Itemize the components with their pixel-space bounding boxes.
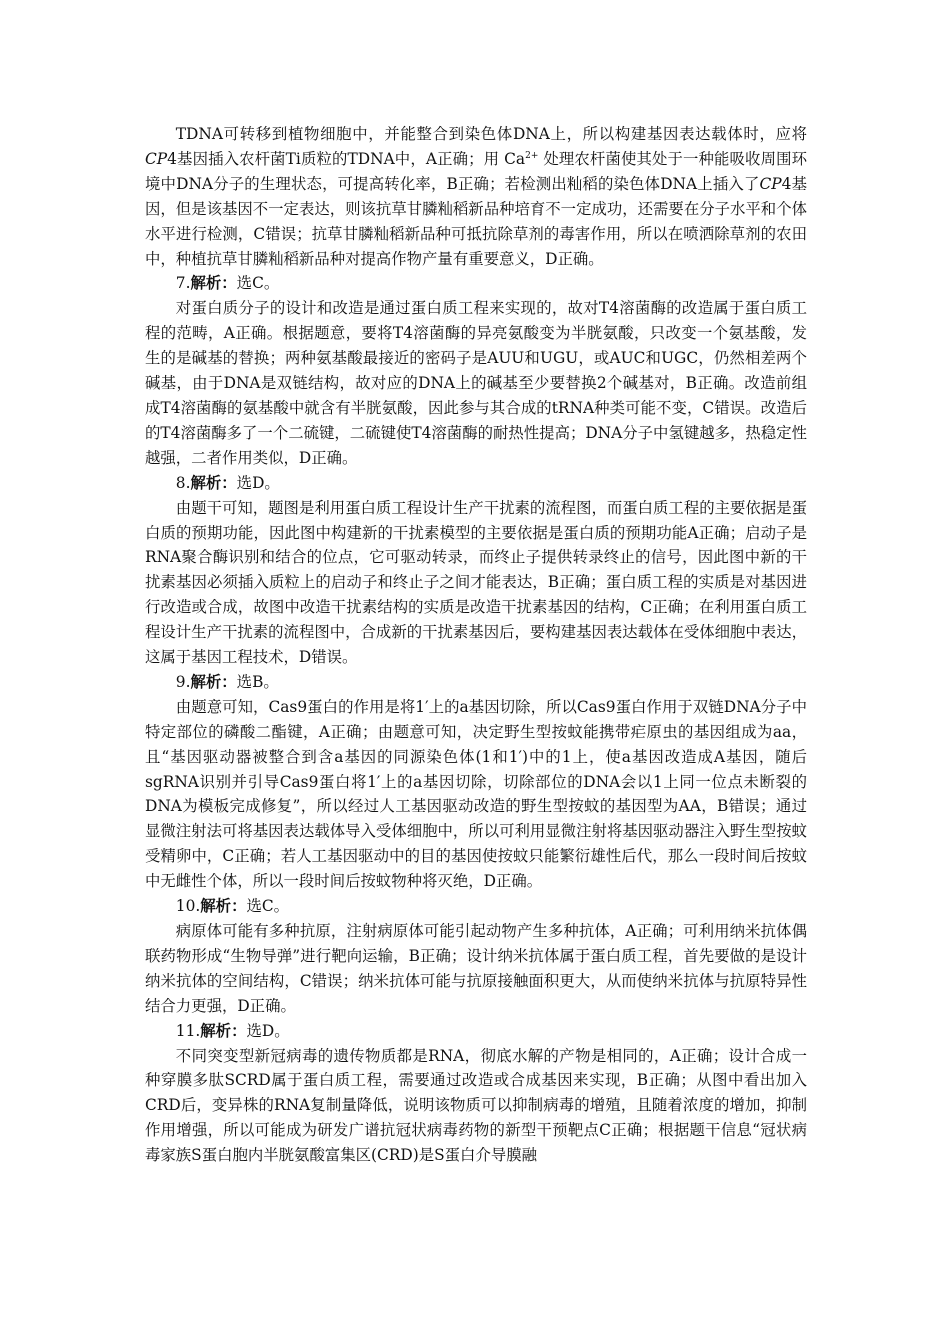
answer-label: 解析：	[200, 1021, 247, 1040]
answer-number: 7.	[175, 274, 191, 293]
answer-7-heading	[145, 271, 807, 296]
answer-9-heading	[145, 670, 807, 695]
answer-10-body: 病原体可能有多种抗原，注射病原体可能引起动物产生多种抗体，A正确；可利用纳米抗体偶联药物形成“生物导弹”进行靶向运输，B正确；设计纳米抗体属于蛋白质工程，首先要做的是设计纳米抗体的空间结构，C错误；纳米抗体可能与抗原接触面积更大，从而使纳米抗体与抗原特异性结合力更强，D正确。	[145, 922, 807, 1015]
q6-text-4: 4基因，但是该基因不一定表达，则该抗草甘膦籼稻新品种培育不一定成功，还需要在分子水平和个体水平进行检测，C错误；抗草甘膦籼稻新品种可抵抗除草剂的毒害作用，所以在喷洒除草剂的农田中，种植抗草甘膦籼稻新品种对提高作物产量有重要意义，D正确。	[145, 174, 808, 268]
answer-7-body: 对蛋白质分子的设计和改造是通过蛋白质工程来实现的，故对T4溶菌酶的改造属于蛋白质工程的范畴，A正确。根据题意，要将T4溶菌酶的异亮氨酸变为半胱氨酸，只改变一个氨基酸，发生的是碱基的替换；两种氨基酸最接近的密码子是AUU和UGU，或AUC和UGC，仍然相差两个碱基，由于DNA是双链结构，故对应的DNA上的碱基至少要替换2个碱基对，B正确。改造前组成T4溶菌酶的氨基酸中就含有半胱氨酸，因此参与其合成的tRNA种类可能不变，C错误。改造后的T4溶菌酶多了一个二硫键，二硫键使T4溶菌酶的耐热性提高；DNA分子中氢键越多，热稳定性越强，二者作用类似，D正确。	[145, 299, 807, 467]
answer-label: 解析：	[190, 473, 237, 492]
q6-continuation	[145, 122, 807, 271]
q6-gene-1: CP	[145, 149, 168, 168]
answer-label: 解析：	[190, 672, 237, 691]
answer-10-heading	[145, 894, 807, 919]
answer-number: 11.	[175, 1021, 201, 1040]
answer-label: 解析：	[200, 897, 247, 916]
answer-choice: 选C。	[246, 897, 290, 916]
answer-choice: 选D。	[246, 1021, 290, 1040]
answer-8-body: 由题干可知，题图是利用蛋白质工程设计生产干扰素的流程图，而蛋白质工程的主要依据是蛋白质的预期功能，因此图中构建新的干扰素模型的主要依据是蛋白质的预期功能A正确；启动子是RNA聚合酶识别和结合的位点，它可驱动转录，而终止子提供转录终止的信号，因此图中新的干扰素基因必须插入质粒上的启动子和终止子之间才能表达，B正确；蛋白质工程的实质是对基因进行改造或合成，故图中改造干扰素结构的实质是改造干扰素基因的结构，C正确；在利用蛋白质工程设计生产干扰素的流程图中，合成新的干扰素基因后，要构建基因表达载体在受体细胞中表达，这属于基因工程技术，D错误。	[145, 498, 807, 667]
q6-text-2: 4基因插入农杆菌Ti质粒的TDNA中，A正确；用 Ca	[167, 149, 526, 168]
answer-number: 10.	[175, 897, 201, 916]
answer-label: 解析：	[190, 274, 237, 293]
answer-choice: 选B。	[236, 672, 279, 691]
answer-choice: 选D。	[236, 473, 280, 492]
answer-number: 8.	[175, 473, 191, 492]
answer-choice: 选C。	[236, 274, 280, 293]
answer-11-body: 不同突变型新冠病毒的遗传物质都是RNA，彻底水解的产物是相同的，A正确；设计合成一种穿膜多肽SCRD属于蛋白质工程，需要通过改造或合成基因来实现，B正确；从图中看出加入CRD后，变异株的RNA复制量降低，说明该物质可以抑制病毒的增殖，且随着浓度的增加，抑制作用增强，所以可能成为研发广谱抗冠状病毒药物的新型干预靶点C正确；根据题干信息“冠状病毒家族S蛋白胞内半胱氨酸富集区(CRD)是S蛋白介导膜融	[145, 1046, 807, 1165]
answer-8-heading	[145, 471, 807, 496]
document-page	[145, 122, 807, 1168]
q6-gene-2: CP	[759, 174, 782, 193]
answer-11-heading	[145, 1019, 807, 1044]
q6-superscript: 2+	[525, 150, 539, 161]
answer-number: 9.	[175, 672, 191, 691]
q6-text-3: 处理农杆菌使其处于一种能吸收周围环境中DNA分子的生理状态，可提高转化率，B正确；若检测出籼稻的染色体DNA上插入了	[145, 149, 807, 193]
q6-text-1: TDNA可转移到植物细胞中，并能整合到染色体DNA上，所以构建基因表达载体时，应将	[175, 125, 807, 143]
answer-9-body: 由题意可知，Cas9蛋白的作用是将1′上的a基因切除，所以Cas9蛋白作用于双链DNA分子中特定部位的磷酸二酯键，A正确；由题意可知，决定野生型按蚊能携带疟原虫的基因组成为aa，且“基因驱动器被整合到含a基因的同源染色体(1和1′)中的1上，使a基因改造成A基因，随后sgRNA识别并引导Cas9蛋白将1′上的a基因切除，切除部位的DNA会以1上同一位点未断裂的DNA为模板完成修复”，所以经过人工基因驱动改造的野生型按蚊的基因型为AA，B错误；通过显微注射法可将基因表达载体导入受体细胞中，所以可利用显微注射将基因驱动器注入野生型按蚊受精卵中，C正确；若人工基因驱动中的目的基因使按蚊只能繁衍雄性后代，那么一段时间后按蚊中无雌性个体，所以一段时间后按蚊物种将灭绝，D正确。	[145, 697, 807, 891]
